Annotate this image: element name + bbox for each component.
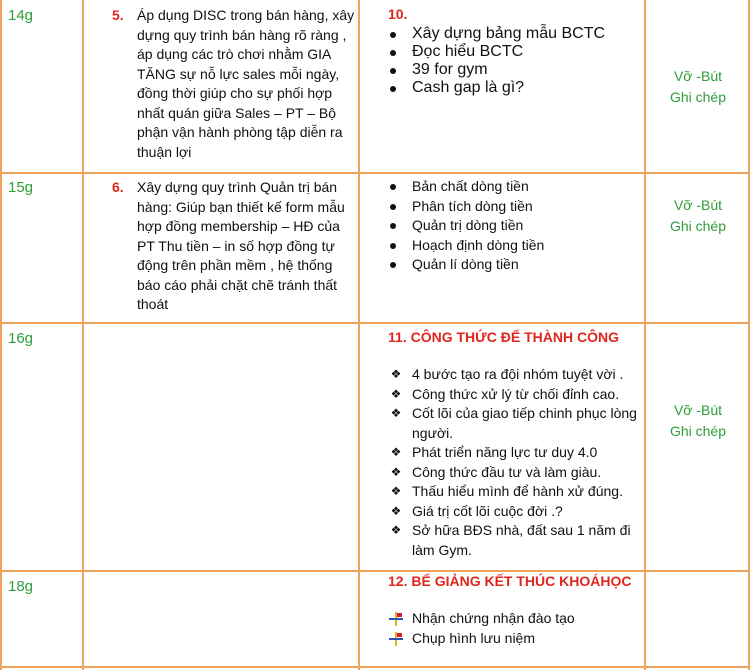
content-heading: 12. BẾ GIẢNG KẾT THÚC KHOÁHỌC	[388, 573, 632, 589]
bullet-dot-icon	[390, 243, 396, 249]
list-item	[388, 365, 640, 385]
diamond-star-bullet-icon: ❖	[390, 523, 402, 537]
list-item-text: Giá trị cốt lõi cuộc đời .?	[412, 502, 563, 519]
row-divider-4	[0, 666, 750, 668]
list-item-text: Công thức xử lý từ chối đỉnh cao.	[412, 385, 620, 402]
time-cell: 15g	[8, 179, 34, 196]
list-item	[388, 236, 640, 256]
materials-cell	[646, 195, 750, 237]
list-item	[388, 502, 640, 522]
diamond-star-bullet-icon: ❖	[390, 445, 402, 459]
time-cell: 14g	[8, 7, 34, 24]
list-item-text-continued: người.	[412, 424, 454, 441]
plan-line: Xây dựng quy trình Quản trị bán	[137, 179, 338, 195]
bullet-dot-icon	[390, 32, 396, 38]
list-item	[388, 463, 640, 483]
list-item	[388, 629, 640, 649]
content-list	[388, 25, 640, 97]
pin-flag-bullet-icon	[388, 631, 404, 647]
list-item	[388, 385, 640, 405]
list-item	[388, 25, 640, 43]
materials-line: Vỡ -Bút	[673, 197, 723, 213]
plan-line: báo cáo phải chặt chẽ tránh thất	[137, 276, 338, 293]
plan-line: Áp dụng DISC trong bán hàng, xây	[137, 7, 355, 23]
list-item	[388, 61, 640, 79]
list-item-text: Sở hữa BĐS nhà, đất sau 1 năm đi	[412, 522, 631, 538]
row-divider-2	[0, 322, 750, 324]
plan-line: đồng thời giúp cho sự phối hợp	[137, 85, 333, 101]
content-number: 10.	[388, 6, 408, 22]
plan-line: động trên phần mềm , hệ thống	[137, 257, 333, 273]
list-item-text: Quản trị dòng tiền	[412, 217, 524, 233]
time-cell: 16g	[8, 330, 34, 347]
plan-line: nhất quán giữa Sales – PT – Bộ	[137, 104, 337, 121]
materials-line: Vỡ -Bút	[673, 68, 723, 84]
list-item	[388, 404, 640, 443]
list-item	[388, 609, 640, 629]
list-item-text: Xây dựng bảng mẫu BCTC	[412, 25, 606, 42]
diamond-star-bullet-icon: ❖	[390, 464, 402, 479]
plan-line: hàng: Giúp bạn thiết kế form mẫu	[137, 198, 345, 215]
list-item-text: Cốt lõi của giao tiếp chinh phục lòng	[412, 405, 637, 421]
list-item-text: Thấu hiểu mình để hành xử đúng.	[412, 483, 623, 499]
list-item-text: Hoạch định dòng tiền	[412, 236, 545, 253]
bullet-dot-icon	[390, 204, 396, 210]
materials-line: Ghi chép	[669, 89, 727, 105]
plan-line: phận vận hành phòng tập diễn ra	[137, 124, 343, 140]
content-heading: 11. CÔNG THỨC ĐỂ THÀNH CÔNG	[388, 329, 619, 345]
plan-number: 6.	[112, 179, 124, 195]
list-item	[388, 255, 640, 275]
list-item	[388, 443, 640, 463]
list-item-text: Phân tích dòng tiền	[412, 197, 533, 214]
bullet-dot-icon	[390, 86, 396, 92]
bullet-dot-icon	[390, 262, 396, 268]
list-item-text: Quản lí dòng tiền	[412, 256, 519, 272]
plan-line: PT Thu tiền – in số hợp đồng tự	[137, 237, 335, 254]
time-cell: 18g	[8, 578, 34, 595]
list-item-text: Công thức đầu tư và làm giàu.	[412, 463, 602, 480]
materials-line: Ghi chép	[669, 218, 727, 234]
list-item-text: Bản chất dòng tiền	[412, 178, 529, 194]
content-list	[388, 177, 640, 275]
list-item-text: 4 bước tạo ra đội nhóm tuyệt vời .	[412, 366, 624, 382]
plan-line: hợp đồng membership – HĐ của	[137, 218, 340, 234]
list-item	[388, 79, 640, 97]
bullet-dot-icon	[390, 50, 396, 56]
diamond-star-bullet-icon: ❖	[390, 367, 402, 381]
list-item-text: Nhận chứng nhận đào tạo	[412, 610, 575, 626]
diamond-star-bullet-icon: ❖	[390, 406, 402, 420]
plan-cell	[0, 6, 360, 172]
bullet-dot-icon	[390, 184, 396, 190]
diamond-star-bullet-icon: ❖	[390, 503, 402, 518]
row-divider-1	[0, 172, 750, 174]
list-item-text: Đọc hiểu BCTC	[412, 43, 524, 60]
pin-flag-bullet-icon	[388, 611, 404, 627]
list-item	[388, 482, 640, 502]
list-item-text: 39 for gym	[412, 61, 488, 78]
list-item	[388, 177, 640, 197]
diamond-star-bullet-icon: ❖	[390, 484, 402, 498]
plan-line: thoát	[137, 296, 169, 312]
plan-line: áp dụng các trò chơi nhằm GIA	[137, 46, 332, 62]
materials-cell	[646, 66, 750, 108]
list-item-text-continued: làm Gym.	[412, 541, 472, 558]
list-item-text: Chụp hình lưu niệm	[412, 629, 535, 646]
list-item	[388, 43, 640, 61]
list-item	[388, 521, 640, 560]
bullet-dot-icon	[390, 68, 396, 74]
bullet-dot-icon	[390, 223, 396, 229]
content-list	[388, 365, 640, 560]
list-item-text: Phát triển năng lực tư duy 4.0	[412, 444, 598, 460]
list-item-text: Cash gap là gì?	[412, 79, 525, 96]
materials-cell	[646, 400, 750, 442]
list-item	[388, 216, 640, 236]
plan-line: TĂNG sự nỗ lực sales mỗi ngày,	[137, 65, 340, 82]
row-divider-3	[0, 570, 750, 572]
list-item	[388, 197, 640, 217]
content-list	[388, 609, 640, 648]
plan-description	[137, 178, 359, 315]
diamond-star-bullet-icon: ❖	[390, 386, 402, 401]
materials-line: Vỡ -Bút	[673, 402, 723, 418]
plan-line: dựng quy trình bán hàng rõ ràng ,	[137, 26, 347, 43]
plan-description	[137, 6, 359, 162]
plan-number: 5.	[112, 7, 124, 23]
materials-line: Ghi chép	[669, 423, 727, 439]
plan-line: thuận lợi	[137, 143, 192, 160]
